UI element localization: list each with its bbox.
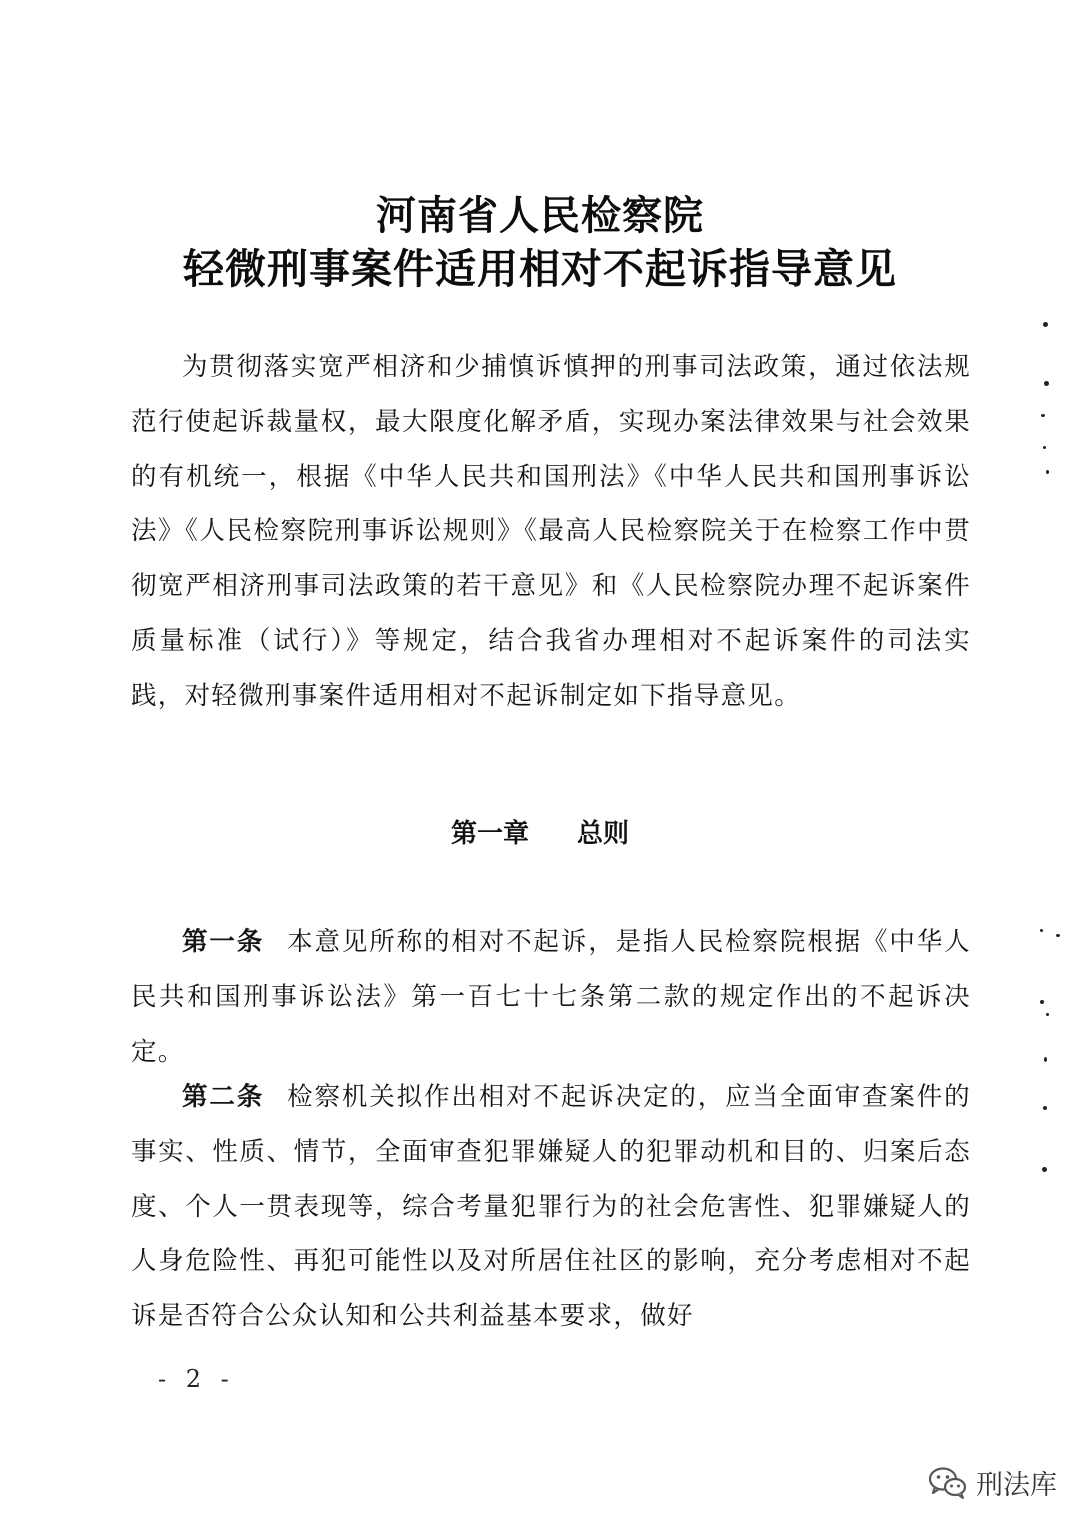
article-1-text: 本意见所称的相对不起诉，是指人民检察院根据《中华人民共和国刑事诉讼法》第一百七十七条第二款的规定作出的不起诉决定。 [131, 927, 971, 1067]
scan-speck [1056, 934, 1060, 937]
article-2 [131, 1070, 971, 1344]
page-number: - 2 - [158, 1365, 235, 1393]
intro-paragraph: 为贯彻落实宽严相济和少捕慎诉慎押的刑事司法政策，通过依法规范行使起诉裁量权，最大限度化解矛盾，实现办案法律效果与社会效果的有机统一，根据《中华人民共和国刑法》《中华人民共和国刑事诉讼法》《人民检察院刑事诉讼规则》《最高人民检察院关于在检察工作中贯彻宽严相济刑事司法政策的若干意见》和《人民检察院办理不起诉案件质量标准（试行）》等规定，结合我省办理相对不起诉案件的司法实践，对轻微刑事案件适用相对不起诉制定如下指导意见。 [131, 352, 971, 711]
scan-speck [1046, 470, 1049, 474]
scan-speck [1041, 414, 1045, 417]
chapter-number: 第一章 [450, 819, 529, 849]
scan-speck [1042, 1167, 1047, 1172]
wechat-icon [928, 1466, 968, 1500]
chapter-heading [0, 813, 1080, 850]
scan-speck [1040, 929, 1043, 932]
scan-speck [1044, 381, 1049, 386]
scan-speck [1043, 322, 1048, 327]
chapter-name: 总则 [577, 819, 630, 849]
document-title-line2: 轻微刑事案件适用相对不起诉指导意见 [183, 245, 897, 293]
article-2-label: 第二条 [182, 1082, 265, 1112]
scan-speck [1040, 1000, 1044, 1004]
watermark-text: 刑法库 [976, 1470, 1057, 1501]
scan-speck [1043, 446, 1046, 449]
watermark [928, 1463, 1057, 1502]
article-1 [131, 915, 971, 1079]
article-2-text: 检察机关拟作出相对不起诉决定的，应当全面审查案件的事实、性质、情节，全面审查犯罪嫌疑人的犯罪动机和目的、归案后态度、个人一贯表现等，综合考量犯罪行为的社会危害性、犯罪嫌疑人的人身危险性、再犯可能性以及对所居住社区的影响，充分考虑相对不起诉是否符合公众认知和公共利益基本要求，做好 [131, 1082, 971, 1332]
scan-speck [1043, 1106, 1047, 1110]
document-title-line1: 河南省人民检察院 [376, 193, 704, 239]
article-1-label: 第一条 [182, 927, 265, 957]
scan-speck [1044, 1057, 1047, 1062]
scan-speck [1046, 1013, 1049, 1016]
